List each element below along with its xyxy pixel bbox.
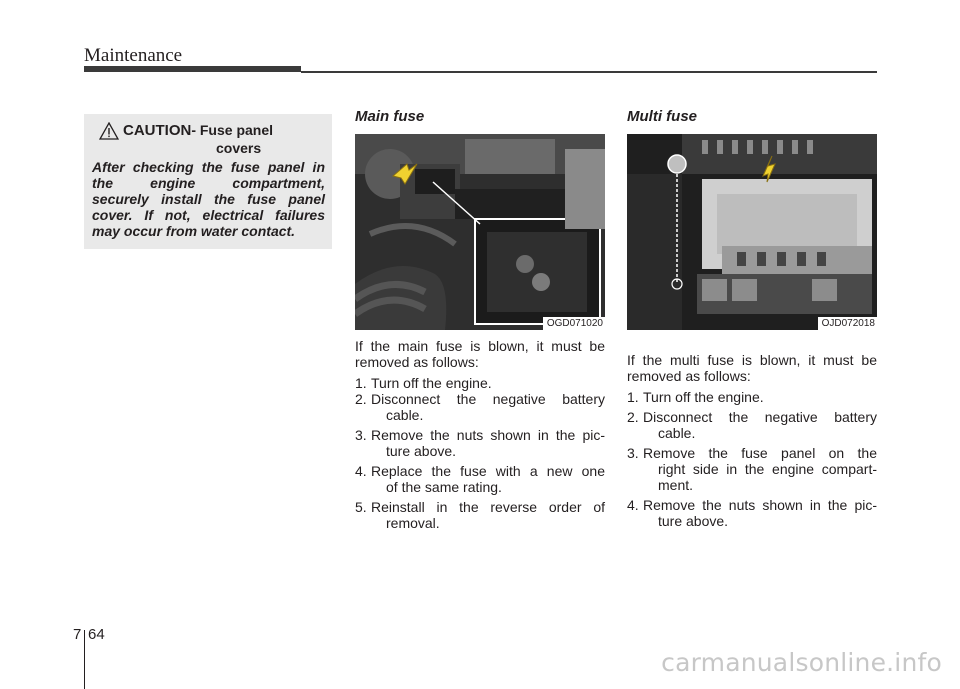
step-text: Reinstall in the reverse order of [371, 499, 605, 515]
list-item [627, 409, 877, 441]
step-number: 1. [627, 389, 639, 405]
chapter-number: 7 [73, 626, 82, 643]
caution-line: may occur from water contact. [92, 223, 296, 239]
step-number: 4. [355, 463, 367, 479]
list-item [355, 427, 605, 459]
footer-divider [84, 630, 85, 689]
engine-bay-photo-main [355, 134, 605, 330]
step-number: 5. [355, 499, 367, 515]
step-number: 3. [355, 427, 367, 443]
caution-text [92, 159, 325, 239]
caution-heading [92, 122, 325, 140]
watermark[interactable]: carmanualsonline.info [661, 648, 942, 677]
main-fuse-steps [355, 375, 605, 531]
main-fuse-title: Main fuse [355, 108, 425, 125]
step-text: of the same rating. [386, 479, 502, 495]
step-text: Disconnect the negative battery [371, 391, 605, 407]
step-text: Remove the nuts shown in the pic- [643, 497, 877, 513]
caution-line: cover. If not, electrical failures [92, 207, 325, 223]
multi-fuse-photo [627, 134, 877, 330]
page-number: 64 [88, 626, 105, 643]
intro-line: If the main fuse is blown, it must be [355, 338, 605, 354]
step-number: 4. [627, 497, 639, 513]
step-text: cable. [658, 425, 696, 441]
step-text: Remove the fuse panel on the [643, 445, 877, 461]
warning-triangle-icon [99, 122, 119, 140]
caution-line: securely install the fuse panel [92, 191, 325, 207]
list-item [627, 389, 877, 405]
intro-line: If the multi fuse is blown, it must be [627, 352, 877, 368]
step-text: right side in the engine compart- [658, 461, 877, 477]
step-text: Turn off the engine. [371, 375, 492, 391]
photo-code: OGD071020 [543, 317, 605, 330]
list-item [355, 375, 605, 391]
header-bar [84, 66, 301, 72]
caution-label: CAUTION [123, 122, 192, 139]
main-fuse-intro [355, 338, 605, 370]
step-number: 2. [355, 391, 367, 407]
list-item [355, 499, 605, 531]
step-text: Disconnect the negative battery [643, 409, 877, 425]
multi-fuse-section [627, 108, 877, 533]
step-text: cable. [386, 407, 424, 423]
page-header-title: Maintenance [84, 45, 183, 66]
multi-fuse-steps [627, 389, 877, 529]
fuse-panel-photo-multi [627, 134, 877, 330]
intro-line: removed as follows: [627, 368, 751, 384]
step-text: ture above. [386, 443, 457, 459]
step-text: ture above. [658, 513, 729, 529]
step-text: Replace the fuse with a new one [371, 463, 605, 479]
multi-fuse-intro [627, 352, 877, 384]
step-text: removal. [386, 515, 440, 531]
caution-subtitle-2: covers [216, 140, 262, 156]
step-text: ment. [658, 477, 694, 493]
step-number: 1. [355, 375, 367, 391]
step-text: Turn off the engine. [643, 389, 764, 405]
caution-box [84, 114, 332, 249]
main-fuse-photo [355, 134, 605, 330]
step-number: 3. [627, 445, 639, 461]
list-item [627, 445, 877, 493]
caution-line: the engine compartment, [92, 175, 325, 191]
header-rule [301, 71, 877, 73]
caution-line: After checking the fuse panel in [92, 159, 325, 175]
intro-line: removed as follows: [355, 354, 479, 370]
list-item [627, 497, 877, 529]
step-text: Remove the nuts shown in the pic- [371, 427, 605, 443]
step-number: 2. [627, 409, 639, 425]
list-item [355, 463, 605, 495]
list-item [355, 391, 605, 423]
photo-code: OJD072018 [818, 317, 877, 330]
multi-fuse-title: Multi fuse [627, 108, 697, 125]
caution-subtitle: - Fuse panel [191, 122, 274, 138]
main-fuse-section [355, 108, 605, 535]
